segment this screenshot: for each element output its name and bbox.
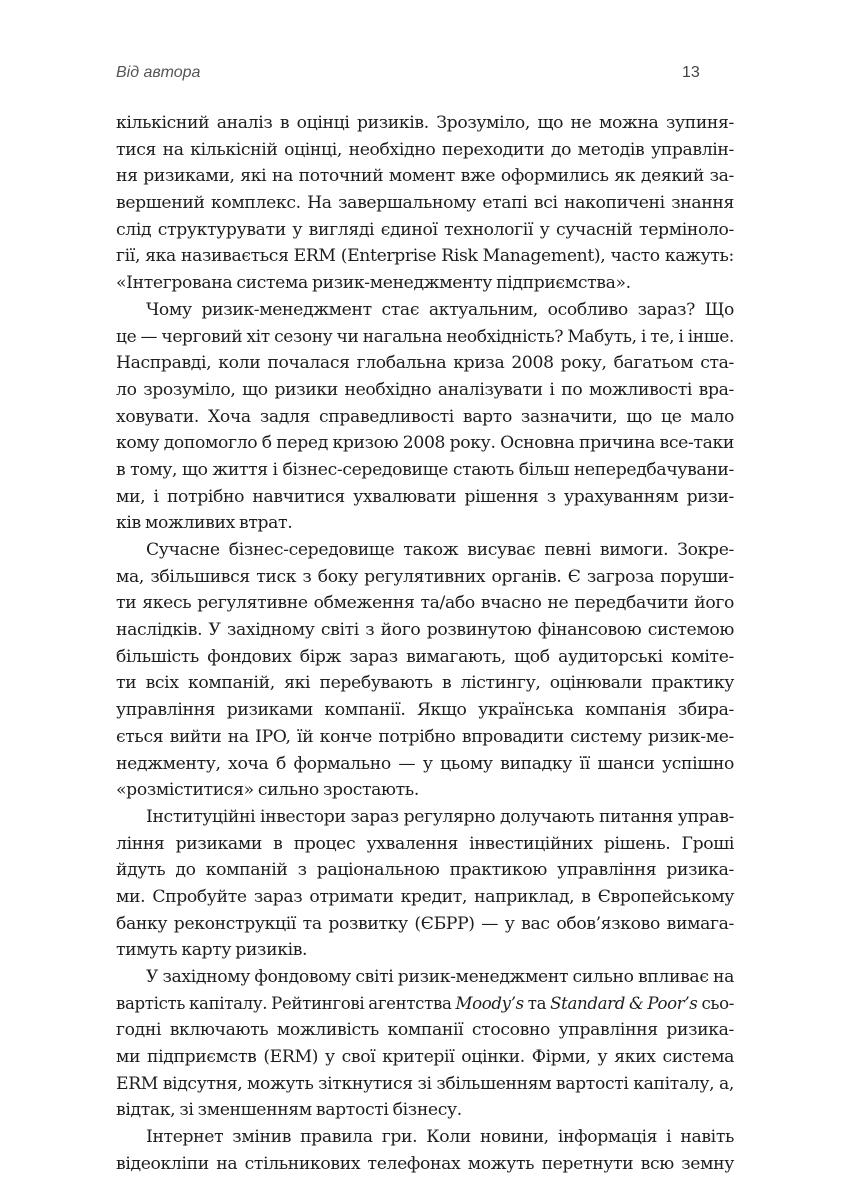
text-segment: управління ризиками компанії. Якщо українська компанія збира- bbox=[116, 700, 734, 721]
text-segment: Інтернет змінив правила гри. Коли новини, інформація і навіть bbox=[146, 1127, 734, 1148]
text-line bbox=[116, 804, 734, 831]
text-line bbox=[116, 404, 734, 431]
page-number: 13 bbox=[682, 64, 700, 81]
text-segment: ти всіх компаній, які перебувають в лістингу, оцінювали практику bbox=[116, 673, 734, 694]
text-line bbox=[116, 1097, 734, 1124]
text-segment: слід структурувати у вигляді єдиної технології у сучасній терміноло- bbox=[116, 219, 734, 240]
text-line bbox=[116, 510, 734, 537]
text-segment: ється вийти на IPO, їй конче потрібно впровадити систему ризик-ме- bbox=[116, 726, 734, 747]
text-line bbox=[116, 884, 734, 911]
text-line bbox=[116, 1044, 734, 1071]
text-segment: ми підприємств (ERM) у свої критерії оцінки. Фірми, у яких система bbox=[116, 1047, 734, 1068]
text-segment: У західному фондовому світі ризик-менеджмент сильно впливає на bbox=[146, 967, 734, 987]
text-line bbox=[116, 697, 734, 724]
text-line bbox=[116, 911, 734, 938]
italic-text: Moody’s bbox=[455, 993, 524, 1013]
text-segment: ховувати. Хоча задля справедливості варто зазначити, що це мало bbox=[116, 406, 734, 427]
text-segment: ERM відсутня, можуть зіткнутися зі збільшенням вартості капіталу, а, bbox=[116, 1073, 734, 1094]
text-line bbox=[116, 430, 734, 457]
body-text bbox=[116, 110, 734, 1178]
text-line bbox=[116, 217, 734, 244]
text-segment: ління ризиками в процес ухвалення інвестиційних рішень. Гроші bbox=[116, 833, 734, 854]
text-line bbox=[116, 964, 734, 991]
paragraph bbox=[116, 537, 734, 804]
text-segment: відтак, зі зменшенням вартості бізнесу. bbox=[116, 1100, 462, 1121]
text-segment: ня ризиками, які на поточний момент вже оформились як деякий за- bbox=[116, 166, 734, 187]
text-line bbox=[116, 937, 734, 964]
text-line bbox=[116, 190, 734, 217]
text-segment: більшість фондових бірж зараз вимагають, щоб аудиторські коміте- bbox=[116, 646, 734, 667]
text-segment: та bbox=[523, 993, 551, 1013]
text-line bbox=[116, 457, 734, 484]
text-line bbox=[116, 644, 734, 671]
text-line bbox=[116, 1124, 734, 1151]
text-segment: банку реконструкції та розвитку (ЄБРР) — у вас обов’язково вимага- bbox=[116, 913, 734, 934]
running-head: Від автора bbox=[116, 64, 201, 81]
text-segment: це — черговий хіт сезону чи нагальна необхідність? Мабуть, і те, і інше. bbox=[116, 326, 734, 347]
text-line bbox=[116, 857, 734, 884]
text-line bbox=[116, 163, 734, 190]
text-segment: «розміститися» сильно зростають. bbox=[116, 780, 419, 801]
text-segment: тися на кількісній оцінці, необхідно переходити до методів управлін- bbox=[116, 139, 734, 160]
text-line bbox=[116, 831, 734, 858]
text-line bbox=[116, 537, 734, 564]
text-segment: вершений комплекс. На завершальному етапі всі накопичені знання bbox=[116, 193, 734, 214]
text-segment: наслідків. У західному світі з його розвинутою фінансовою системою bbox=[116, 620, 734, 641]
text-segment: ків можливих втрат. bbox=[116, 513, 293, 534]
text-segment: ма, збільшився тиск з боку регулятивних органів. Є загроза поруши- bbox=[116, 566, 734, 587]
text-line bbox=[116, 377, 734, 404]
text-line bbox=[116, 270, 734, 297]
text-line bbox=[116, 110, 734, 137]
text-line bbox=[116, 777, 734, 804]
text-line bbox=[116, 564, 734, 591]
text-line bbox=[116, 1151, 734, 1178]
text-line bbox=[116, 1017, 734, 1044]
text-segment: ти якесь регулятивне обмеження та/або вчасно не передбачити його bbox=[116, 593, 734, 614]
text-segment: йдуть до компаній з раціональною практикою управління ризика- bbox=[116, 860, 734, 881]
text-segment: «Інтегрована система ризик-менеджменту підприємства». bbox=[116, 273, 631, 294]
text-segment: годні включають можливість компанії стосовно управління ризика- bbox=[116, 1020, 734, 1041]
text-segment: Чому ризик-менеджмент стає актуальним, особливо зараз? Що bbox=[146, 299, 734, 320]
paragraph bbox=[116, 964, 734, 1124]
text-segment: Сучасне бізнес-середовище також висуває певні вимоги. Зокре- bbox=[146, 540, 734, 560]
text-segment: сьо- bbox=[697, 993, 734, 1013]
paragraph bbox=[116, 1124, 734, 1177]
text-line bbox=[116, 617, 734, 644]
text-line bbox=[116, 751, 734, 778]
text-segment: в тому, що життя і бізнес-середовище стають більш непередбачувани- bbox=[116, 459, 734, 480]
text-segment: кількісний аналіз в оцінці ризиків. Зрозуміло, що не можна зупиня- bbox=[116, 113, 734, 133]
italic-text: Standard & Poor’s bbox=[550, 993, 698, 1013]
paragraph bbox=[116, 110, 734, 297]
text-line bbox=[116, 670, 734, 697]
paragraph bbox=[116, 804, 734, 964]
text-line bbox=[116, 991, 734, 1018]
text-segment: вартість капіталу. Рейтингові агентства bbox=[116, 993, 456, 1013]
text-segment: ми. Спробуйте зараз отримати кредит, наприклад, в Європейському bbox=[116, 886, 734, 907]
text-segment: відеокліпи на стільникових телефонах можуть перетнути всю земну bbox=[116, 1153, 734, 1174]
text-segment: кому допомогло б перед кризою 2008 року. Основна причина все-таки bbox=[116, 433, 734, 454]
text-line bbox=[116, 724, 734, 751]
text-line bbox=[116, 1071, 734, 1098]
text-segment: гії, яка називається ERM (Enterprise Risk Management), часто кажуть: bbox=[116, 246, 734, 267]
text-segment: ми, і потрібно навчитися ухвалювати рішення з урахуванням ризи- bbox=[116, 486, 734, 507]
text-segment: тимуть карту ризиків. bbox=[116, 940, 308, 961]
text-segment: Інституційні інвестори зараз регулярно долучають питання управ- bbox=[146, 806, 734, 827]
text-segment: ло зрозуміло, що ризики необхідно аналізувати і по можливості вра- bbox=[116, 379, 734, 400]
text-segment: Насправді, коли почалася глобальна криза 2008 року, багатьом ста- bbox=[116, 353, 734, 374]
text-line bbox=[116, 137, 734, 164]
paragraph bbox=[116, 297, 734, 537]
text-line bbox=[116, 590, 734, 617]
text-segment: неджменту, хоча б формально — у цьому випадку її шанси успішно bbox=[116, 753, 734, 774]
text-line bbox=[116, 297, 734, 324]
text-line bbox=[116, 484, 734, 511]
text-line bbox=[116, 324, 734, 351]
text-line bbox=[116, 350, 734, 377]
text-line bbox=[116, 243, 734, 270]
